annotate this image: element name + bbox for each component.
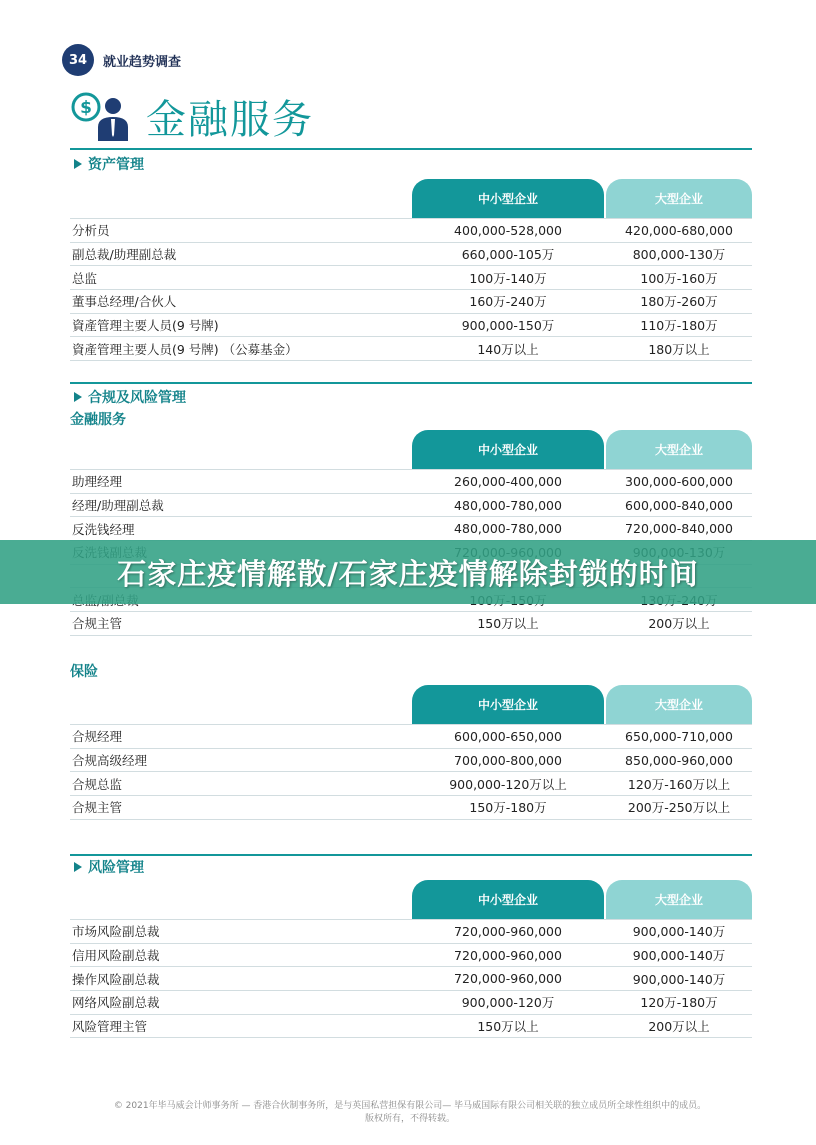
salary-sme: 720,000-960,000	[454, 947, 562, 963]
job-title: 合规高级经理	[72, 753, 148, 769]
salary-sme: 150万以上	[477, 1019, 539, 1035]
table-row	[70, 289, 752, 313]
job-title: 合规经理	[72, 729, 123, 745]
column-header-sme: 中小型企业	[412, 685, 604, 724]
salary-sme: 140万以上	[477, 341, 539, 357]
section-risk-management	[70, 856, 752, 1038]
salary-sme: 900,000-150万	[461, 318, 555, 334]
footer	[60, 1100, 760, 1126]
triangle-bullet-icon	[74, 159, 82, 169]
footer-copyright: © 2021年毕马威会计师事务所 — 香港合伙制事务所，是与英国私营担保有限公司— 毕马威国际有限公司相关联的独立成员所全球性组织中的成员。	[113, 1101, 707, 1111]
svg-text:$: $	[80, 97, 92, 118]
table-row	[70, 990, 752, 1014]
salary-large: 120万-180万	[640, 995, 718, 1011]
section-divider	[70, 382, 752, 384]
column-header-large: 大型企业	[606, 685, 752, 724]
section-heading-label: 风险管理	[88, 860, 144, 876]
job-title: 风险管理主管	[72, 1019, 148, 1035]
section-insurance	[70, 660, 752, 820]
salary-sme: 900,000-120万以上	[449, 776, 567, 792]
salary-large: 120万-160万以上	[627, 776, 731, 792]
job-title: 合规总监	[72, 776, 123, 792]
table-row	[70, 1014, 752, 1039]
table-row	[70, 313, 752, 337]
report-title: 就业趋势调查	[103, 54, 182, 70]
triangle-bullet-icon	[74, 862, 82, 872]
table-row	[70, 516, 752, 540]
job-title: 副总裁/助理副总裁	[72, 247, 177, 263]
job-title: 資產管理主要人员(9 号牌) （公募基金）	[72, 341, 298, 357]
salary-sme: 150万-180万	[469, 800, 547, 816]
salary-sme: 150万以上	[477, 616, 539, 632]
salary-large: 100万-160万	[640, 270, 718, 286]
salary-table	[70, 218, 752, 361]
column-header-large: 大型企业	[606, 179, 752, 218]
table-row	[70, 748, 752, 772]
salary-table	[70, 724, 752, 820]
job-title: 董事总经理/合伙人	[72, 294, 177, 310]
job-title: 合规主管	[72, 616, 123, 632]
triangle-bullet-icon	[74, 392, 82, 402]
subsection-heading: 保险	[70, 664, 98, 680]
salary-large: 900,000-140万	[632, 924, 726, 940]
salary-large: 300,000-600,000	[625, 473, 733, 489]
job-title: 合规主管	[72, 800, 123, 816]
salary-large: 800,000-130万	[632, 247, 726, 263]
table-row	[70, 943, 752, 967]
main-title-block	[70, 88, 314, 145]
salary-large: 180万-260万	[640, 294, 718, 310]
salary-sme: 720,000-960,000	[454, 923, 562, 939]
subsection-heading: 金融服务	[70, 412, 126, 428]
salary-sme: 720,000-960,000	[454, 971, 562, 987]
salary-sme: 480,000-780,000	[454, 521, 562, 537]
column-header-large: 大型企业	[606, 430, 752, 469]
column-headers	[70, 430, 752, 469]
finance-person-dollar-icon	[70, 91, 132, 143]
column-header-sme: 中小型企业	[412, 880, 604, 919]
table-row	[70, 795, 752, 820]
section-divider	[70, 148, 752, 150]
salary-sme: 600,000-650,000	[454, 728, 562, 744]
salary-large: 720,000-840,000	[625, 521, 733, 537]
table-row	[70, 242, 752, 266]
salary-sme: 400,000-528,000	[454, 222, 562, 238]
job-title: 市场风险副总裁	[72, 924, 160, 940]
salary-sme: 700,000-800,000	[454, 752, 562, 768]
salary-sme: 100万-140万	[469, 270, 547, 286]
section-heading-label: 合规及风险管理	[88, 390, 186, 406]
section-heading	[70, 386, 752, 408]
table-row	[70, 265, 752, 289]
section-heading	[70, 856, 752, 878]
table-row	[70, 469, 752, 493]
job-title: 操作风险副总裁	[72, 971, 160, 987]
salary-sme: 900,000-120万	[461, 995, 555, 1011]
table-row	[70, 336, 752, 361]
overlay-banner	[0, 540, 816, 604]
salary-large: 900,000-140万	[632, 971, 726, 987]
table-row	[70, 493, 752, 517]
job-title: 反洗钱经理	[72, 521, 135, 537]
column-headers	[70, 880, 752, 919]
table-row	[70, 218, 752, 242]
salary-sme: 480,000-780,000	[454, 497, 562, 513]
table-row	[70, 966, 752, 990]
salary-large: 200万以上	[648, 616, 710, 632]
table-row	[70, 919, 752, 943]
section-asset-management	[70, 153, 752, 361]
section-heading-label: 资产管理	[88, 157, 144, 173]
job-title: 助理经理	[72, 474, 123, 490]
salary-large: 600,000-840,000	[625, 497, 733, 513]
job-title: 经理/助理副总裁	[72, 498, 164, 514]
salary-large: 200万-250万以上	[627, 800, 731, 816]
job-title: 总监	[72, 270, 98, 286]
column-header-sme: 中小型企业	[412, 179, 604, 218]
salary-large: 900,000-140万	[632, 948, 726, 964]
column-header-large: 大型企业	[606, 880, 752, 919]
page-header	[62, 44, 181, 76]
column-header-sme: 中小型企业	[412, 430, 604, 469]
page-number-badge: 34	[62, 44, 94, 76]
salary-sme: 660,000-105万	[461, 247, 555, 263]
salary-large: 200万以上	[648, 1019, 710, 1035]
job-title: 分析员	[72, 223, 110, 239]
job-title: 資產管理主要人员(9 号牌)	[72, 318, 219, 334]
table-row	[70, 611, 752, 636]
table-row	[70, 771, 752, 795]
column-headers	[70, 685, 752, 724]
salary-large: 420,000-680,000	[625, 222, 733, 238]
job-title: 网络风险副总裁	[72, 995, 160, 1011]
salary-large: 110万-180万	[640, 318, 718, 334]
page-title: 金融服务	[146, 97, 314, 143]
table-row	[70, 724, 752, 748]
section-heading	[70, 153, 752, 175]
salary-sme: 260,000-400,000	[454, 473, 562, 489]
salary-sme: 160万-240万	[469, 294, 547, 310]
salary-large: 850,000-960,000	[625, 752, 733, 768]
salary-large: 180万以上	[648, 341, 710, 357]
banner-title: 石家庄疫情解散/石家庄疫情解除封锁的时间	[117, 556, 699, 591]
column-headers	[70, 179, 752, 218]
salary-large: 650,000-710,000	[625, 728, 733, 744]
job-title: 信用风险副总裁	[72, 948, 160, 964]
footer-rights: 版权所有，不得转载。	[364, 1114, 455, 1124]
salary-table	[70, 919, 752, 1038]
